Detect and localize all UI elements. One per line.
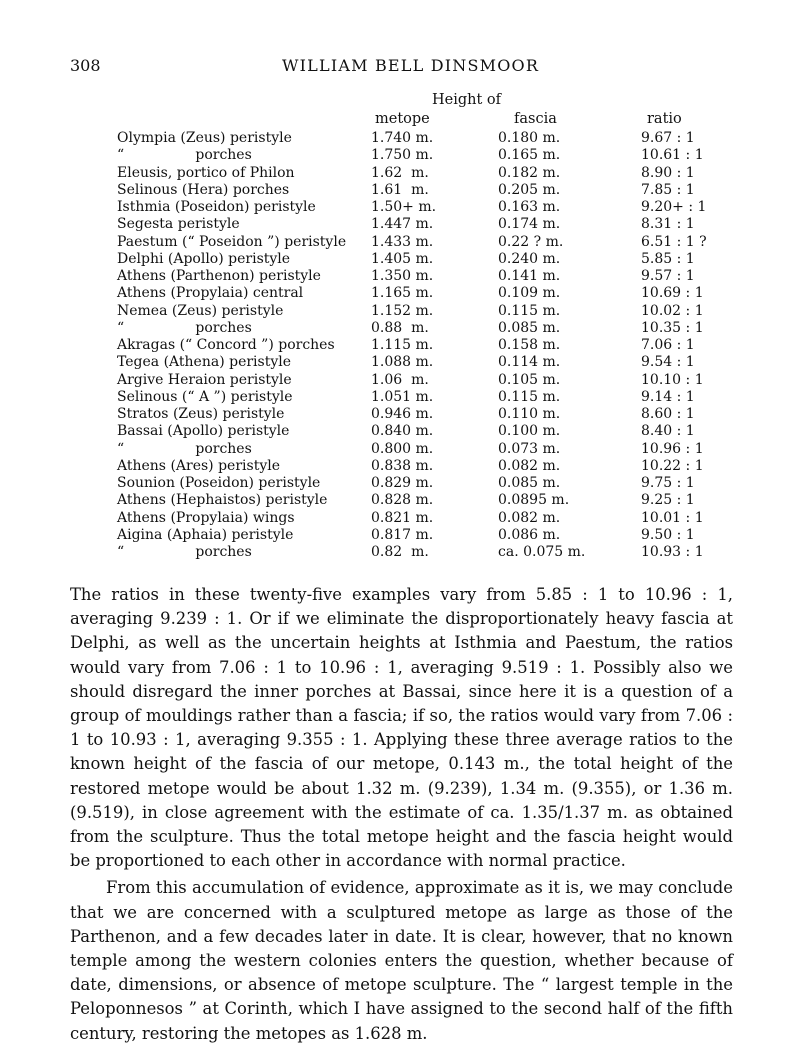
fascia-cell: 0.100 m.	[498, 423, 561, 440]
fascia-cell: 0.180 m.	[498, 130, 561, 146]
fascia-cell: 0.085 m.	[498, 475, 561, 491]
table-row	[0, 406, 797, 423]
fascia-cell: 0.082 m.	[498, 457, 561, 474]
fascia-cell: 0.073 m.	[498, 440, 561, 457]
body-text	[70, 583, 733, 1046]
metope-cell: 1.447 m.	[371, 216, 434, 233]
table-row	[0, 441, 797, 458]
fascia-cell: 0.205 m.	[498, 181, 561, 198]
fascia-cell: 0.086 m.	[498, 526, 561, 543]
ratio-cell: 9.75 : 1	[641, 475, 695, 491]
site-cell: Selinous (“ A ”) peristyle	[117, 388, 293, 405]
fascia-cell: 0.163 m.	[498, 199, 561, 215]
metope-cell: 1.165 m.	[371, 285, 434, 302]
ratio-cell: 10.10 : 1	[641, 371, 704, 388]
site-cell: Bassai (Apollo) peristyle	[117, 423, 290, 440]
site-cell: Selinous (Hera) porches	[117, 181, 290, 198]
metope-cell: 1.62 m.	[371, 164, 429, 181]
fascia-cell: 0.240 m.	[498, 250, 561, 267]
site-cell: “ porches	[117, 147, 252, 164]
ratio-cell: 8.90 : 1	[641, 164, 695, 181]
metope-cell: 0.840 m.	[371, 423, 434, 440]
ratio-cell: 10.01 : 1	[641, 509, 704, 526]
fascia-cell: 0.085 m.	[498, 319, 561, 336]
table-row	[0, 182, 797, 199]
ratio-cell: 10.61 : 1	[641, 147, 704, 164]
ratio-cell: 10.96 : 1	[641, 440, 704, 457]
ratio-cell: 9.20+ : 1	[641, 199, 707, 215]
ratio-cell: 8.60 : 1	[641, 406, 695, 422]
metope-cell: 1.115 m.	[371, 337, 434, 353]
table-row	[0, 354, 797, 371]
fascia-cell: 0.0895 m.	[498, 492, 570, 509]
fascia-cell: 0.174 m.	[498, 216, 561, 233]
site-cell: “ porches	[117, 319, 252, 336]
site-cell: Segesta peristyle	[117, 216, 240, 233]
fascia-cell: 0.141 m.	[498, 268, 561, 284]
fascia-cell: 0.158 m.	[498, 337, 561, 353]
table-row	[0, 199, 797, 216]
site-cell: Athens (Propylaia) wings	[117, 509, 295, 526]
metope-cell: 1.350 m.	[371, 268, 434, 284]
metope-cell: 0.82 m.	[371, 544, 429, 560]
metope-cell: 0.800 m.	[371, 440, 434, 457]
table-row	[0, 389, 797, 406]
site-cell: Argive Heraion peristyle	[117, 371, 292, 388]
metope-cell: 1.750 m.	[371, 147, 434, 164]
fascia-cell: 0.22 ? m.	[498, 233, 564, 250]
table-row	[0, 458, 797, 475]
metope-cell: 1.088 m.	[371, 354, 434, 371]
column-header-fascia: fascia	[514, 111, 557, 127]
site-cell: Stratos (Zeus) peristyle	[117, 406, 285, 422]
metope-cell: 0.829 m.	[371, 475, 434, 491]
site-cell: Tegea (Athena) peristyle	[117, 354, 292, 371]
ratio-cell: 8.31 : 1	[641, 216, 695, 233]
table-row	[0, 320, 797, 337]
ratio-cell: 9.67 : 1	[641, 130, 695, 146]
table-row	[0, 423, 797, 440]
site-cell: “ porches	[117, 440, 252, 457]
table-row	[0, 337, 797, 354]
metope-cell: 1.152 m.	[371, 302, 434, 319]
ratio-cell: 9.14 : 1	[641, 388, 695, 405]
site-cell: Eleusis, portico of Philon	[117, 164, 295, 181]
column-header-ratio: ratio	[647, 111, 682, 127]
site-cell: Paestum (“ Poseidon ”) peristyle	[117, 233, 347, 250]
site-cell: Olympia (Zeus) peristyle	[117, 130, 292, 146]
fascia-cell: 0.115 m.	[498, 388, 561, 405]
group-header: Height of	[432, 92, 502, 108]
ratio-cell: 9.25 : 1	[641, 492, 695, 509]
ratio-cell: 6.51 : 1 ?	[641, 233, 707, 250]
site-cell: Athens (Hephaistos) peristyle	[117, 492, 328, 509]
site-cell: Nemea (Zeus) peristyle	[117, 302, 284, 319]
site-cell: Isthmia (Poseidon) peristyle	[117, 199, 316, 215]
site-cell: Sounion (Poseidon) peristyle	[117, 475, 321, 491]
ratio-cell: 9.50 : 1	[641, 526, 695, 543]
ratio-cell: 9.54 : 1	[641, 354, 695, 371]
fascia-cell: 0.105 m.	[498, 371, 561, 388]
fascia-cell: 0.114 m.	[498, 354, 561, 371]
metope-cell: 0.817 m.	[371, 526, 434, 543]
metope-cell: 1.06 m.	[371, 371, 429, 388]
site-cell: Aigina (Aphaia) peristyle	[117, 526, 294, 543]
table-row	[0, 544, 797, 561]
site-cell: Athens (Propylaia) central	[117, 285, 304, 302]
paragraph: The ratios in these twenty-five examples vary from 5.85 : 1 to 10.96 : 1, averaging 9.239 : 1. Or if we eliminate the disproportionately heavy fascia at Delphi, as well as the uncertain heights at Isthmia and Paestum, the ratios would vary from 7.06 : 1 to 10.96 : 1, averaging 9.519 : 1. Possibly also we should disregard the inner porches at Bassai, since here it is a question of a group of mouldings rather than a fascia; if so, the ratios would vary from 7.06 : 1 to 10.93 : 1, averaging 9.355 : 1. Applying these three average ratios to the known height of the fascia of our metope, 0.143 m., the total height of the restored metope would be about 1.32 m. (9.239), 1.34 m. (9.355), or 1.36 m. (9.519), in close agreement with the estimate of ca. 1.35/1.37 m. as obtained from the sculpture. Thus the total metope height and the fascia height would be proportioned to each other in accordance with normal practice.	[70, 585, 733, 871]
site-cell: “ porches	[117, 544, 252, 560]
data-table	[0, 130, 797, 561]
ratio-cell: 8.40 : 1	[641, 423, 695, 440]
table-row	[0, 216, 797, 233]
ratio-cell: 5.85 : 1	[641, 250, 695, 267]
metope-cell: 0.838 m.	[371, 457, 434, 474]
ratio-cell: 10.02 : 1	[641, 302, 704, 319]
metope-cell: 1.405 m.	[371, 250, 434, 267]
fascia-cell: ca. 0.075 m.	[498, 544, 586, 560]
metope-cell: 1.61 m.	[371, 181, 429, 198]
running-title: WILLIAM BELL DINSMOOR	[282, 56, 540, 75]
table-row	[0, 372, 797, 389]
site-cell: Athens (Parthenon) peristyle	[117, 268, 321, 284]
ratio-cell: 10.93 : 1	[641, 544, 704, 560]
table-row	[0, 130, 797, 147]
ratio-cell: 10.35 : 1	[641, 319, 704, 336]
table-row	[0, 303, 797, 320]
metope-cell: 0.828 m.	[371, 492, 434, 509]
fascia-cell: 0.115 m.	[498, 302, 561, 319]
fascia-cell: 0.182 m.	[498, 164, 561, 181]
metope-cell: 1.433 m.	[371, 233, 434, 250]
table-row	[0, 475, 797, 492]
fascia-cell: 0.165 m.	[498, 147, 561, 164]
metope-cell: 0.946 m.	[371, 406, 434, 422]
ratio-cell: 10.22 : 1	[641, 457, 704, 474]
ratio-cell: 7.06 : 1	[641, 337, 695, 353]
table-row	[0, 285, 797, 302]
metope-cell: 0.821 m.	[371, 509, 434, 526]
metope-cell: 1.50+ m.	[371, 199, 437, 215]
running-head	[70, 56, 730, 78]
metope-cell: 1.740 m.	[371, 130, 434, 146]
ratio-cell: 7.85 : 1	[641, 181, 695, 198]
table-row	[0, 268, 797, 285]
site-cell: Akragas (“ Concord ”) porches	[117, 337, 335, 353]
table-row	[0, 147, 797, 164]
table-row	[0, 165, 797, 182]
paragraph: From this accumulation of evidence, approximate as it is, we may conclude that we are concerned with a sculptured metope as large as those of the Parthenon, and a few decades later in date. It is clear, however, that no known temple among the western colonies enters the question, whether because of date, dimensions, or absence of metope sculpture. The “ largest temple in the Peloponnesos ” at Corinth, which I have assigned to the second half of the fifth century, restoring the metopes as 1.628 m.	[70, 878, 733, 1043]
table-row	[0, 234, 797, 251]
site-cell: Delphi (Apollo) peristyle	[117, 250, 291, 267]
table-row	[0, 510, 797, 527]
ratio-cell: 9.57 : 1	[641, 268, 695, 284]
fascia-cell: 0.082 m.	[498, 509, 561, 526]
table-row	[0, 492, 797, 509]
page-number: 308	[70, 56, 101, 75]
ratio-cell: 10.69 : 1	[641, 285, 704, 302]
site-cell: Athens (Ares) peristyle	[117, 457, 280, 474]
column-header-metope: metope	[375, 111, 430, 127]
table-row	[0, 527, 797, 544]
fascia-cell: 0.110 m.	[498, 406, 561, 422]
metope-cell: 1.051 m.	[371, 388, 434, 405]
fascia-cell: 0.109 m.	[498, 285, 561, 302]
metope-cell: 0.88 m.	[371, 319, 429, 336]
table-row	[0, 251, 797, 268]
